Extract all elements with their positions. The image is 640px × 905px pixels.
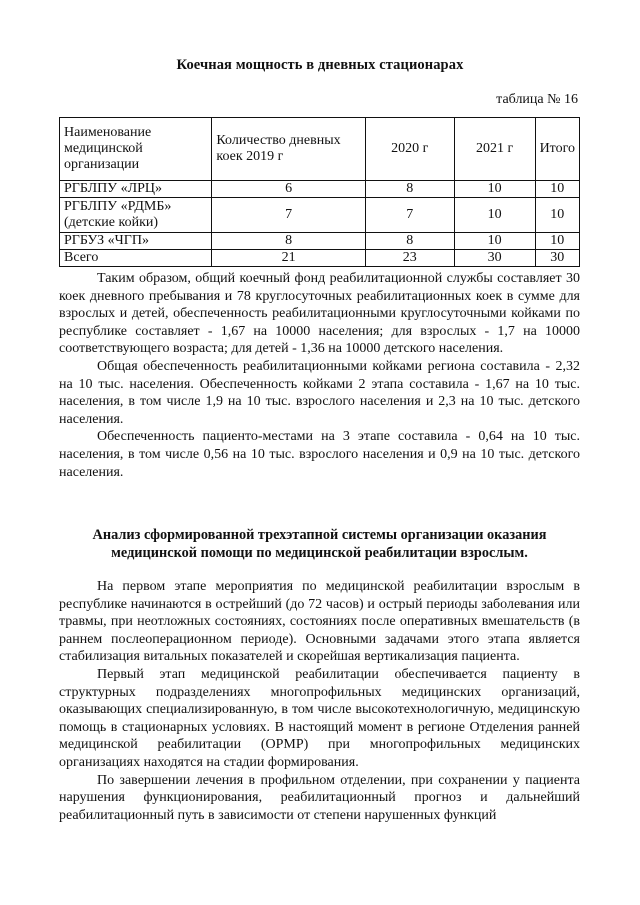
paragraph: Первый этап медицинской реабилитации обеспечивается пациенту в структурных подразделениях многопрофильных медицинских организаций, оказывающих специализированную, в том числе высокотехнологичную, медицинскую помощь в стационарных условиях. В настоящий момент в регионе Отделения ранней медицинской реабилитации (ОРМР) при многопрофильных медицинских организациях находятся на стадии формирования.	[59, 666, 580, 770]
document-title: Коечная мощность в дневных стационарах	[176, 57, 464, 73]
table-row	[60, 181, 580, 198]
cell-value: 10	[535, 233, 579, 250]
cell-value: 23	[365, 250, 454, 267]
cell-value: 10	[535, 198, 579, 233]
paragraph: На первом этапе мероприятия по медицинской реабилитации взрослым в республике начинаются в острейший (до 72 часов) и острый периоды заболевания или травмы, при неотложных состояниях, состояниях после оперативных вмешательств (в раннем послеоперационном периоде). Основными задачами этого этапа является стабилизация витальных показателей и скорейшая вертикализация пациента.	[59, 579, 580, 665]
cell-value: 10	[454, 233, 535, 250]
cell-organization: Всего	[60, 250, 212, 267]
header-2021: 2021 г	[454, 118, 535, 181]
table-total-row	[60, 250, 580, 267]
cell-value: 30	[535, 250, 579, 267]
table-header-row	[60, 118, 580, 181]
cell-value: 8	[212, 233, 366, 250]
header-2020: 2020 г	[365, 118, 454, 181]
cell-organization: РГБЛПУ «РДМБ» (детские койки)	[60, 198, 212, 233]
section-heading: Анализ сформированной трехэтапной системы организации оказания медицинской помощи по медицинской реабилитации взрослым.	[92, 527, 547, 561]
cell-value: 10	[454, 181, 535, 198]
cell-value: 21	[212, 250, 366, 267]
table-row	[60, 233, 580, 250]
body-text-top	[59, 270, 580, 481]
header-beds-2019: Количество дневных коек 2019 г	[212, 118, 366, 181]
cell-value: 30	[454, 250, 535, 267]
bed-capacity-table	[59, 117, 580, 267]
paragraph: Таким образом, общий коечный фонд реабилитационной службы составляет 30 коек дневного пребывания и 78 круглосуточных реабилитационных коек в сумме для взрослых и детей, обеспеченность реабилитационными круглосуточными койками по республике составляет - 1,67 на 10000 населения; для взрослых - 1,7 на 10000 соответствующего возраста; для детей - 1,36 на 10000 детского населения.	[59, 271, 580, 357]
cell-value: 7	[365, 198, 454, 233]
cell-value: 8	[365, 233, 454, 250]
header-organization: Наименование медицинской организации	[60, 118, 212, 181]
cell-value: 8	[365, 181, 454, 198]
header-total: Итого	[535, 118, 579, 181]
table-row	[60, 198, 580, 233]
table-number: таблица № 16	[496, 92, 578, 107]
paragraph: Общая обеспеченность реабилитационными койками региона составила - 2,32 на 10 тыс. населения. Обеспеченность койками 2 этапа составила - 1,67 на 10 тыс. населения, в том числе 1,9 на 10 тыс. взрослого населения и 2,3 на 10 тыс. детского населения.	[59, 358, 580, 427]
cell-organization: РГБЛПУ «ЛРЦ»	[60, 181, 212, 198]
paragraph: По завершении лечения в профильном отделении, при сохранении у пациента нарушения функционирования, реабилитационный прогноз и дальнейший реабилитационный путь в зависимости от степени нарушенных функций	[59, 772, 580, 823]
cell-value: 6	[212, 181, 366, 198]
paragraph: Обеспеченность пациенто-местами на 3 этапе составила - 0,64 на 10 тыс. населения, в том числе 0,56 на 10 тыс. взрослого населения и 0,9 на 10 тыс. детского населения.	[59, 429, 580, 480]
cell-organization: РГБУЗ «ЧГП»	[60, 233, 212, 250]
body-text-bottom	[59, 578, 580, 824]
cell-value: 10	[535, 181, 579, 198]
cell-value: 7	[212, 198, 366, 233]
cell-value: 10	[454, 198, 535, 233]
